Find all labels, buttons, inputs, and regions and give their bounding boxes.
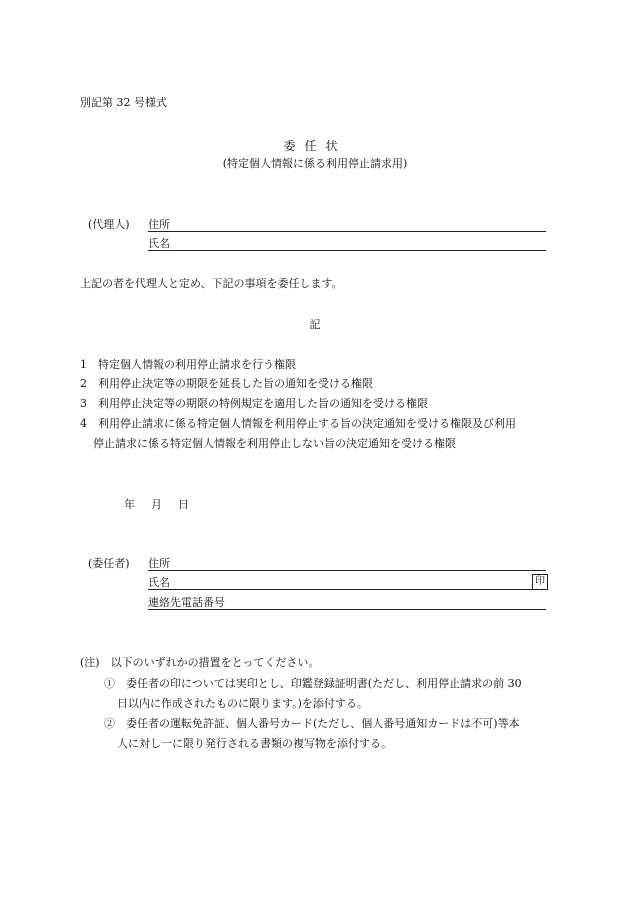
principal-phone-label: 連絡先電話番号	[148, 596, 225, 609]
date-year: 年	[124, 498, 135, 511]
agent-role: (代理人)	[88, 218, 130, 231]
principal-name-label: 氏名	[148, 576, 170, 589]
agent-name-label: 氏名	[148, 237, 170, 250]
seal-mark: 印	[532, 574, 548, 590]
note-1-cont: 日以内に作成されたものに限ります。)を添付する。	[117, 697, 368, 710]
principal-role: (委任者)	[88, 557, 130, 570]
principal-address-label: 住所	[148, 557, 170, 570]
authority-item-4-cont: 停止請求に係る特定個人情報を利用停止しない旨の決定通知を受ける権限	[93, 437, 456, 450]
authority-item-1: 1 特定個人情報の利用停止請求を行う権限	[80, 358, 296, 371]
date-month: 月	[151, 498, 162, 511]
note-2: ② 委任者の運転免許証、個人番号カード(ただし、個人番号通知カードは不可)等本	[104, 717, 520, 730]
ki-heading: 記	[309, 318, 321, 331]
principal-phone-line	[148, 609, 546, 610]
agent-name-line	[148, 250, 546, 251]
authority-item-4: 4 利用停止請求に係る特定個人情報を利用停止する旨の決定通知を受ける権限及び利用	[80, 417, 516, 430]
date-day: 日	[178, 498, 189, 511]
document-title: 委任状	[283, 139, 347, 153]
delegation-statement: 上記の者を代理人と定め、下記の事項を委任します。	[80, 277, 343, 290]
agent-address-line	[148, 231, 546, 232]
notes-heading: (注) 以下のいずれかの措置をとってください。	[80, 656, 320, 669]
authority-item-2: 2 利用停止決定等の期限を延長した旨の通知を受ける権限	[80, 377, 373, 390]
agent-address-label: 住所	[148, 218, 170, 231]
principal-address-line	[148, 570, 546, 571]
date-line	[124, 498, 205, 512]
form-number: 別記第 32 号様式	[80, 96, 167, 109]
note-2-cont: 人に対し一に限り発行される書類の複写物を添付する。	[117, 737, 392, 750]
authority-item-3: 3 利用停止決定等の期限の特例規定を適用した旨の通知を受ける権限	[80, 397, 428, 410]
note-1: ① 委任者の印については実印とし、印鑑登録証明書(ただし、利用停止請求の前 30	[104, 677, 522, 690]
document-subtitle: (特定個人情報に係る利用停止請求用)	[222, 157, 408, 170]
principal-name-line	[148, 589, 546, 590]
